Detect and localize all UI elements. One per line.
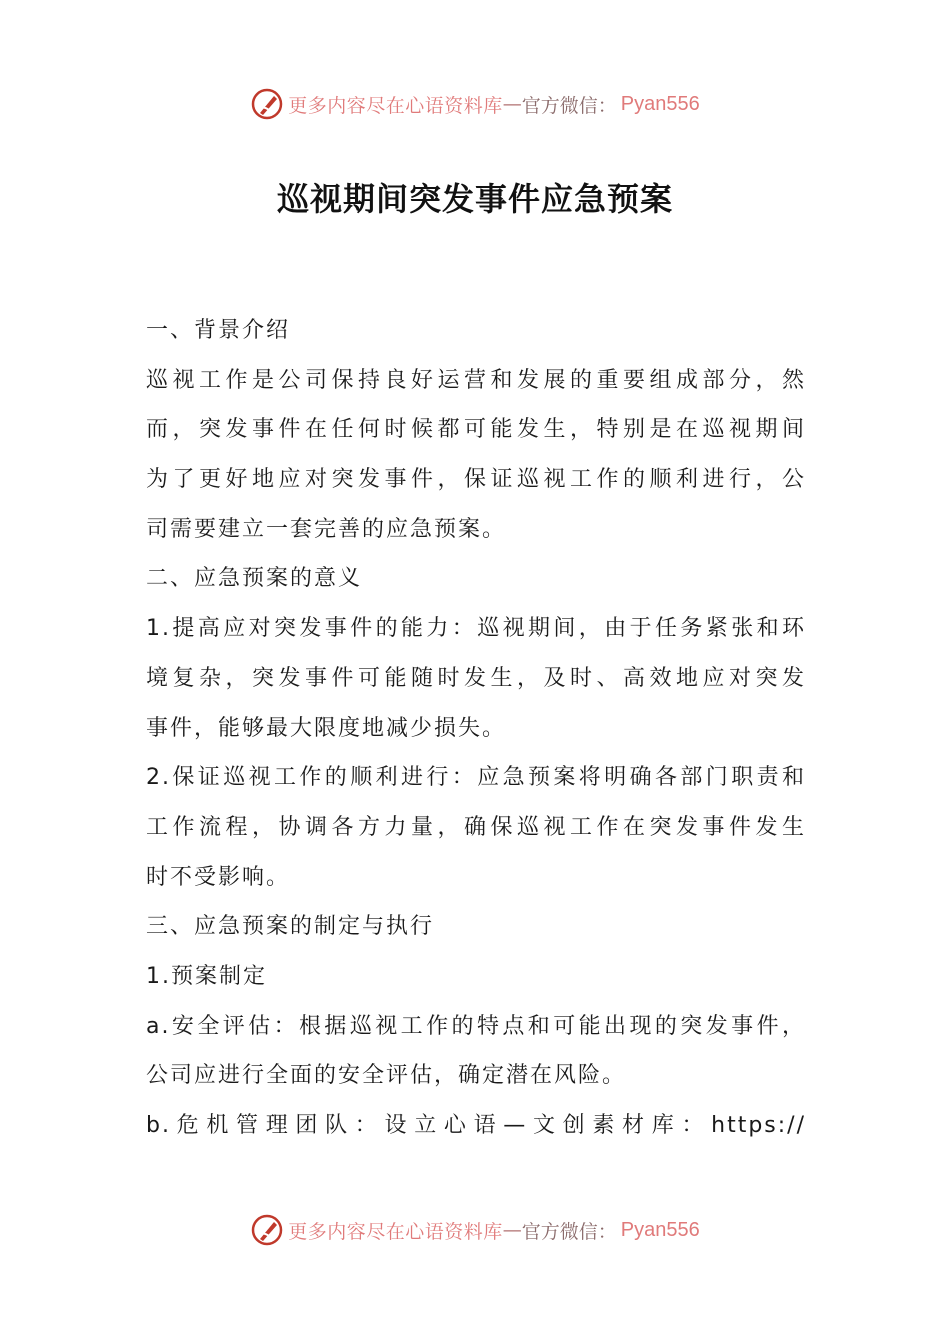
paragraph-line: b.危机管理团队：设立心语—文创素材库：https:// [146,1113,806,1138]
paragraph-line: 司需要建立一套完善的应急预案。 [146,516,507,542]
paragraph-line: 时不受影响。 [146,864,291,890]
footer-watermark [0,1210,950,1250]
document-body [146,306,806,1151]
paragraph-line: a.安全评估：根据巡视工作的特点和可能出现的突发事件， [146,1013,806,1039]
paragraph-line: 事件，能够最大限度地减少损失。 [146,715,507,741]
heading-formulation: 三、应急预案的制定与执行 [146,914,435,940]
paragraph-line: 巡视工作是公司保持良好运营和发展的重要组成部分，然 [146,367,806,393]
banner-wechat-label: 官方微信： [521,94,617,117]
banner-separator: — [502,1219,522,1241]
paragraph-line: 2.保证巡视工作的顺利进行：应急预案将明确各部门职责和 [146,765,806,791]
paragraph-line: 1.提高应对突发事件的能力：巡视期间，由于任务紧张和环 [146,616,806,642]
header-watermark [0,84,950,124]
pen-logo-icon [250,87,284,121]
paragraph-line: 为了更好地应对突发事件，保证巡视工作的顺利进行，公 [146,467,806,493]
banner-text: 更多内容尽在心语资料库 [288,1220,503,1243]
heading-background: 一、背景介绍 [146,318,291,343]
pen-logo-icon [250,1213,284,1247]
banner-wechat-id: Pyan556 [620,92,700,115]
paragraph-line: 而，突发事件在任何时候都可能发生，特别是在巡视期间 [146,417,806,443]
banner-wechat-label: 官方微信： [521,1220,617,1243]
subheading-plan: 1.预案制定 [146,963,267,989]
banner-wechat-id: Pyan556 [620,1218,700,1241]
banner-separator: — [502,93,522,115]
paragraph-line: 境复杂，突发事件可能随时发生，及时、高效地应对突发 [146,665,806,691]
banner-text: 更多内容尽在心语资料库 [288,94,503,117]
paragraph-line: 公司应进行全面的安全评估，确定潜在风险。 [146,1063,627,1089]
heading-significance: 二、应急预案的意义 [146,566,363,592]
paragraph-line: 工作流程，协调各方力量，确保巡视工作在突发事件发生 [146,814,806,840]
document-title: 巡视期间突发事件应急预案 [276,180,673,218]
